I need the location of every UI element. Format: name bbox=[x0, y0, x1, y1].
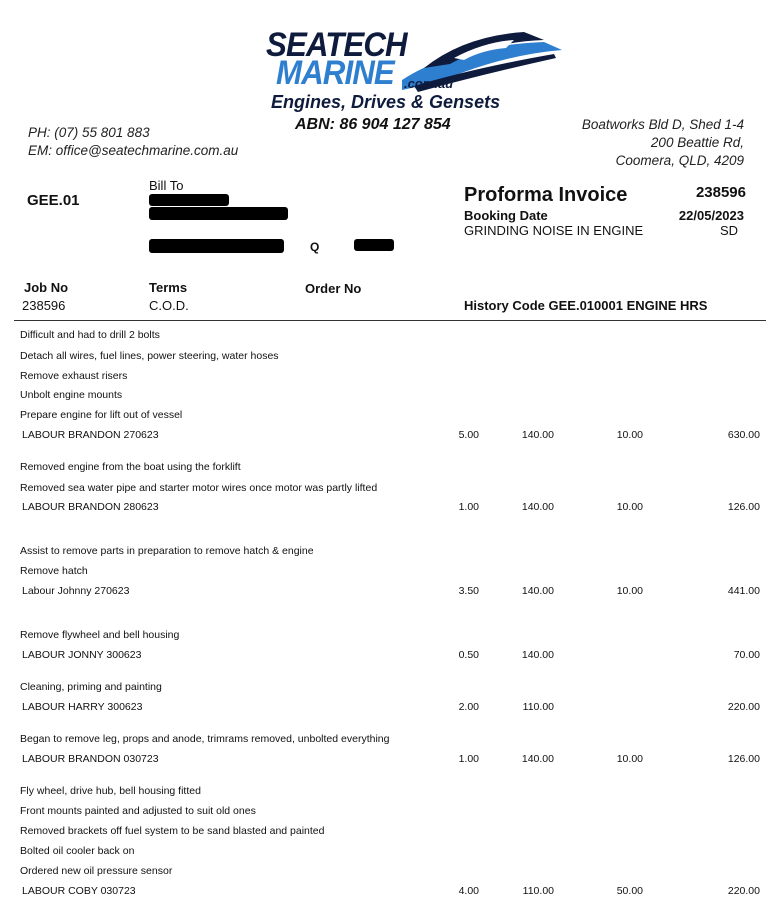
line-description: Ordered new oil pressure sensor bbox=[20, 865, 173, 877]
line-description: Unbolt engine mounts bbox=[20, 389, 123, 401]
company-abn: ABN: 86 904 127 854 bbox=[295, 116, 451, 133]
job-description: GRINDING NOISE IN ENGINE bbox=[464, 223, 644, 238]
terms-value: C.O.D. bbox=[149, 298, 189, 313]
line-rate: 140.00 bbox=[521, 649, 554, 661]
labour-line-label: LABOUR BRANDON 270623 bbox=[22, 429, 159, 441]
line-discount: 10.00 bbox=[616, 501, 643, 513]
line-description: Bolted oil cooler back on bbox=[20, 845, 135, 857]
customer-code: GEE.01 bbox=[27, 192, 80, 209]
line-total: 70.00 bbox=[733, 649, 760, 661]
line-total: 126.00 bbox=[727, 753, 760, 765]
redacted-address bbox=[149, 207, 288, 220]
line-description: Assist to remove parts in preparation to remove hatch & engine bbox=[20, 545, 314, 557]
line-qty: 5.00 bbox=[458, 429, 479, 441]
line-qty: 1.00 bbox=[458, 501, 479, 513]
line-total: 441.00 bbox=[727, 585, 760, 597]
redacted-suburb bbox=[149, 239, 284, 253]
redacted-postcode bbox=[354, 239, 394, 251]
line-rate: 140.00 bbox=[521, 585, 554, 597]
line-rate: 140.00 bbox=[521, 501, 554, 513]
redacted-name bbox=[149, 194, 229, 206]
history-code: History Code GEE.010001 ENGINE HRS bbox=[464, 298, 708, 313]
line-total: 220.00 bbox=[727, 885, 760, 897]
line-rate: 140.00 bbox=[521, 753, 554, 765]
line-rate: 140.00 bbox=[521, 429, 554, 441]
company-address-line3: Coomera, QLD, 4209 bbox=[615, 153, 744, 168]
line-rate: 110.00 bbox=[522, 701, 554, 713]
line-discount: 10.00 bbox=[616, 585, 643, 597]
line-total: 220.00 bbox=[727, 701, 760, 713]
company-phone: PH: (07) 55 801 883 bbox=[28, 125, 150, 140]
line-description: Detach all wires, fuel lines, power steering, water hoses bbox=[20, 350, 279, 362]
line-description: Remove exhaust risers bbox=[20, 370, 128, 382]
labour-line-label: LABOUR COBY 030723 bbox=[22, 885, 136, 897]
invoice-title: Proforma Invoice bbox=[464, 184, 628, 206]
logo-seatech-text: SEATECH bbox=[266, 26, 407, 64]
labour-line-label: LABOUR BRANDON 030723 bbox=[22, 753, 159, 765]
company-address-line2: 200 Beattie Rd, bbox=[650, 135, 744, 150]
line-description: Cleaning, priming and painting bbox=[20, 681, 162, 693]
line-description: Fly wheel, drive hub, bell housing fitted bbox=[20, 785, 201, 797]
line-qty: 1.00 bbox=[458, 753, 479, 765]
line-description: Front mounts painted and adjusted to suit old ones bbox=[20, 805, 256, 817]
line-description: Began to remove leg, props and anode, trimrams removed, unbolted everything bbox=[20, 733, 390, 745]
line-discount: 10.00 bbox=[616, 429, 643, 441]
staff-initials: SD bbox=[719, 223, 738, 238]
job-no-label: Job No bbox=[24, 280, 69, 295]
terms-label: Terms bbox=[149, 280, 188, 295]
line-qty: 0.50 bbox=[458, 649, 479, 661]
line-rate: 110.00 bbox=[522, 885, 554, 897]
line-description: Removed sea water pipe and starter motor wires once motor was partly lifted bbox=[20, 482, 378, 494]
booking-date-label: Booking Date bbox=[464, 208, 548, 223]
line-total: 126.00 bbox=[727, 501, 760, 513]
line-description: Removed brackets off fuel system to be sand blasted and painted bbox=[20, 825, 325, 837]
labour-line-label: LABOUR JONNY 300623 bbox=[22, 649, 142, 661]
line-description: Remove hatch bbox=[20, 565, 88, 577]
line-qty: 4.00 bbox=[458, 885, 479, 897]
booking-date: 22/05/2023 bbox=[678, 208, 744, 223]
logo-marine-text: MARINE bbox=[276, 54, 394, 92]
logo-domain-text: .com.au bbox=[404, 76, 454, 91]
job-no-value: 238596 bbox=[22, 298, 66, 313]
line-description: Difficult and had to drill 2 bolts bbox=[20, 329, 160, 341]
line-total: 630.00 bbox=[727, 429, 760, 441]
suburb-state: Q bbox=[310, 240, 320, 254]
line-qty: 3.50 bbox=[458, 585, 479, 597]
line-qty: 2.00 bbox=[458, 701, 479, 713]
bill-to-label: Bill To bbox=[149, 178, 184, 193]
line-discount: 50.00 bbox=[616, 885, 643, 897]
company-tagline: Engines, Drives & Gensets bbox=[271, 92, 501, 112]
labour-line-label: Labour Johnny 270623 bbox=[22, 585, 130, 597]
header-divider bbox=[14, 320, 766, 321]
labour-line-label: LABOUR HARRY 300623 bbox=[22, 701, 143, 713]
labour-line-label: LABOUR BRANDON 280623 bbox=[22, 501, 159, 513]
order-no-label: Order No bbox=[305, 281, 362, 296]
invoice-number: 238596 bbox=[695, 184, 746, 201]
line-discount: 10.00 bbox=[616, 753, 643, 765]
line-description: Remove flywheel and bell housing bbox=[20, 629, 180, 641]
company-address-line1: Boatworks Bld D, Shed 1-4 bbox=[581, 117, 744, 132]
line-description: Removed engine from the boat using the forklift bbox=[20, 461, 241, 473]
line-description: Prepare engine for lift out of vessel bbox=[20, 409, 183, 421]
company-email: EM: office@seatechmarine.com.au bbox=[28, 143, 239, 158]
